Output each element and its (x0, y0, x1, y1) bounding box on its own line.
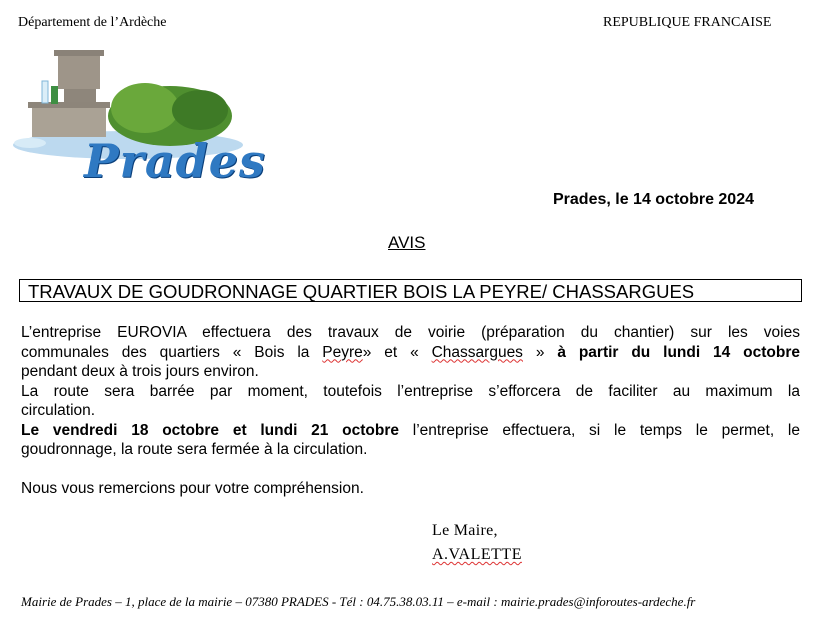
notice-title: TRAVAUX DE GOUDRONNAGE QUARTIER BOIS LA PEYRE/ CHASSARGUES (28, 281, 695, 302)
body-line: goudronnage, la route sera fermée à la circulation. (21, 441, 368, 458)
body-text-segment: » (522, 343, 558, 361)
thanks-line: Nous vous remercions pour votre compréhension. (21, 480, 364, 497)
logo-text: Prades (84, 134, 266, 188)
body-line: L’entreprise EUROVIA effectuera des travaux de voirie (préparation du chantier) sur les voies (21, 324, 800, 341)
body-line (21, 421, 800, 441)
body-text-segment: communales des quartiers « Bois la (21, 343, 323, 361)
body-text-segment: l’entreprise effectuera, si le temps le permet, le (398, 421, 800, 439)
bold-date-text: à partir du lundi 14 octobre (557, 343, 801, 361)
title-box (19, 279, 802, 302)
signature-role: Le Maire, (432, 522, 498, 539)
date-line: Prades, le 14 octobre 2024 (553, 191, 754, 208)
spellcheck-word: Peyre (322, 343, 363, 361)
department-header: Département de l’Ardèche (18, 15, 167, 30)
footer-contact: Mairie de Prades – 1, place de la mairie – 07380 PRADES - Tél : 04.75.38.03.11 – e-mail : mairie.prades@inforoutes-ardeche.fr (21, 594, 696, 609)
body-text-segment: » et « (362, 343, 432, 361)
body-line: circulation. (21, 402, 96, 419)
signature-name: A.VALETTE (432, 546, 522, 563)
body-line: pendant deux à trois jours environ. (21, 363, 259, 380)
republic-header: REPUBLIQUE FRANCAISE (603, 15, 772, 30)
paragraph-gap (21, 460, 800, 480)
notice-body (21, 323, 800, 499)
prades-logo (10, 50, 266, 188)
notice-heading: AVIS (388, 233, 426, 252)
bold-date-text: Le vendredi 18 octobre et lundi 21 octobre (21, 421, 399, 439)
body-line (21, 343, 800, 363)
spellcheck-word: Chassargues (431, 343, 523, 361)
body-line: La route sera barrée par moment, toutefois l’entreprise s’efforcera de faciliter au maximum la (21, 382, 800, 400)
